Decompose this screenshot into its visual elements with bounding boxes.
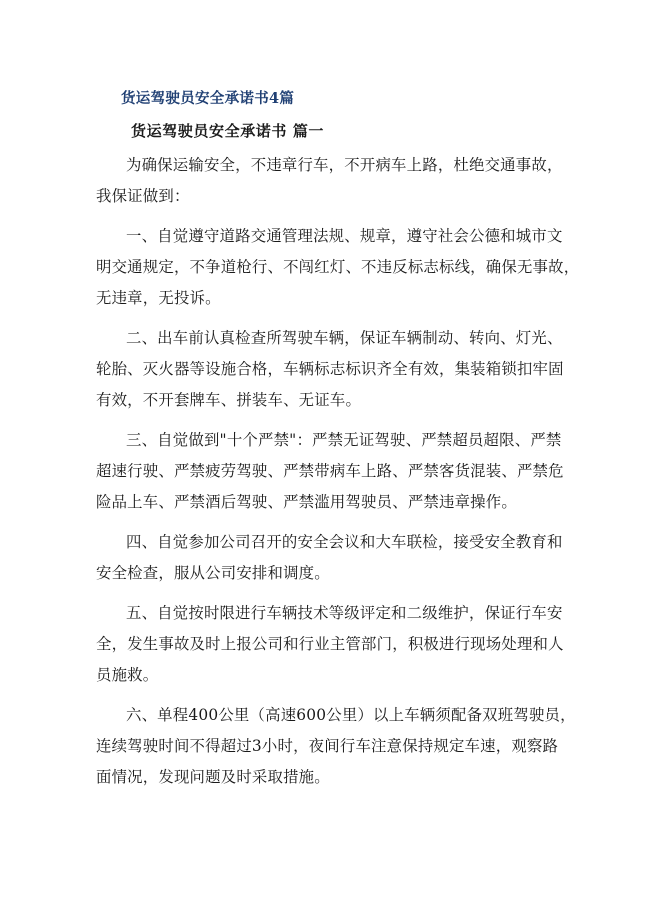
paragraph (96, 323, 564, 416)
text-line: 六、单程400公里（高速600公里）以上车辆须配备双班驾驶员， (126, 706, 576, 724)
section-title: 货运驾驶员安全承诺书 篇一 (131, 122, 325, 140)
document-body (96, 150, 580, 802)
text-line: 五、自觉按时限进行车辆技术等级评定和二级维护，保证行车安 (126, 604, 563, 622)
text-line: 我保证做到： (96, 187, 190, 205)
text-line: 险品上车、严禁酒后驾驶、严禁滥用驾驶员、严禁违章操作。 (96, 493, 517, 511)
text-line: 一、自觉遵守道路交通管理法规、规章，遵守社会公德和城市文 (126, 227, 563, 245)
text-line: 安全检查，服从公司安排和调度。 (96, 564, 330, 582)
text-line: 三、自觉做到"十个严禁"：严禁无证驾驶、严禁超员超限、严禁 (126, 431, 562, 449)
paragraph (96, 425, 564, 518)
text-line: 全，发生事故及时上报公司和行业主管部门，积极进行现场处理和人 (96, 635, 564, 653)
paragraph (96, 150, 561, 212)
text-line: 为确保运输安全，不违章行车，不开病车上路，杜绝交通事故， (126, 156, 563, 174)
paragraph (96, 221, 580, 314)
text-line: 面情况，发现问题及时采取措施。 (96, 768, 330, 786)
text-line: 有效，不开套牌车、拼装车、无证车。 (96, 391, 362, 409)
text-line: 轮胎、灭火器等设施合格，车辆标志标识齐全有效，集装箱锁扣牢固 (96, 360, 564, 378)
text-line: 连续驾驶时间不得超过3小时，夜间行车注意保持规定车速，观察路 (96, 737, 559, 755)
document-title: 货运驾驶员安全承诺书4篇 (121, 90, 295, 107)
text-line: 超速行驶、严禁疲劳驾驶、严禁带病车上路、严禁客货混装、严禁危 (96, 462, 564, 480)
paragraph (96, 598, 564, 691)
paragraph (96, 700, 576, 793)
text-line: 二、出车前认真检查所驾驶车辆，保证车辆制动、转向、灯光、 (126, 329, 563, 347)
text-line: 无违章，无投诉。 (96, 289, 221, 307)
text-line: 四、自觉参加公司召开的安全会议和大车联检，接受安全教育和 (126, 533, 563, 551)
text-line: 员施救。 (96, 666, 159, 684)
paragraph (96, 527, 561, 589)
text-line: 明交通规定，不争道枪行、不闯红灯、不违反标志标线，确保无事故， (96, 258, 580, 276)
